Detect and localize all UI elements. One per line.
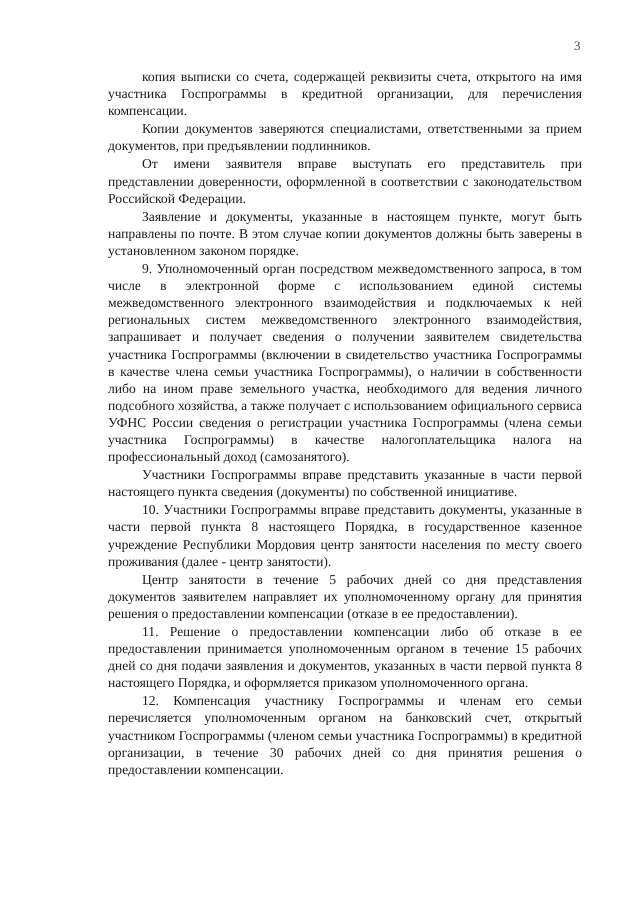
page-number: 3: [574, 38, 581, 53]
paragraph-item-9: 9. Уполномоченный орган посредством межведомственного запроса, в том числе в электронной форме с использованием единой системы межведомственного электронного взаимодействия и подключаемых к ней региональных систем межведомственного электронного взаимодействия, запрашивает и получает сведения о получении заявителем свидетельства участника Госпрограммы (включении в свидетельство участника Госпрограммы в качестве члена семьи участника Госпрограммы), о наличии в собственности либо на ином праве земельного участка, необходимого для ведения личного подсобного хозяйства, а также получает с использованием официального сервиса УФНС России сведения о регистрации участника Госпрограммы (члена семьи участника Госпрограммы) в качестве налогоплательщика налога на профессиональный доход (самозанятого).: [108, 261, 582, 465]
paragraph-employment-center: Центр занятости в течение 5 рабочих дней со дня представления документов заявителем направляет их уполномоченному органу для принятия решения о предоставлении компенсации (отказе в ее предоставлении).: [108, 571, 582, 621]
document-body: [108, 68, 582, 778]
paragraph-representative: От имени заявителя вправе выступать его представитель при представлении доверенности, оформленной в соответствии с законодательством Российской Федерации.: [108, 156, 582, 206]
paragraph-item-11: 11. Решение о предоставлении компенсации либо об отказе в ее предоставлении принимается уполномоченным органом в течение 15 рабочих дней со дня подачи заявления и документов, указанных в части первой пункта 8 настоящего Порядка, и оформляется приказом уполномоченного органа.: [108, 624, 582, 691]
paragraph-sent-by-mail: Заявление и документы, указанные в настоящем пункте, могут быть направлены по почте. В этом случае копии документов должны быть заверены в установленном законом порядке.: [108, 208, 582, 258]
paragraph-copies-certified: Копии документов заверяются специалистами, ответственными за прием документов, при предъявлении подлинников.: [108, 121, 582, 154]
paragraph-bank-statement-copy: копия выписки со счета, содержащей реквизиты счета, открытого на имя участника Госпрограммы в кредитной организации, для перечисления компенсации.: [108, 69, 582, 119]
paragraph-own-initiative: Участники Госпрограммы вправе представить указанные в части первой настоящего пункта сведения (документы) по собственной инициативе.: [108, 467, 582, 500]
paragraph-item-12: 12. Компенсация участнику Госпрограммы и членам его семьи перечисляется уполномоченным органом на банковский счет, открытый участником Госпрограммы (членом семьи участника Госпрограммы) в кредитной организации, в течение 30 рабочих дней со дня принятия решения о предоставлении компенсации.: [108, 693, 582, 777]
paragraph-item-10: 10. Участники Госпрограммы вправе представить документы, указанные в части первой пункта 8 настоящего Порядка, в государственное казенное учреждение Республики Мордовия центр занятости населения по месту своего проживания (далее - центр занятости).: [108, 502, 582, 569]
